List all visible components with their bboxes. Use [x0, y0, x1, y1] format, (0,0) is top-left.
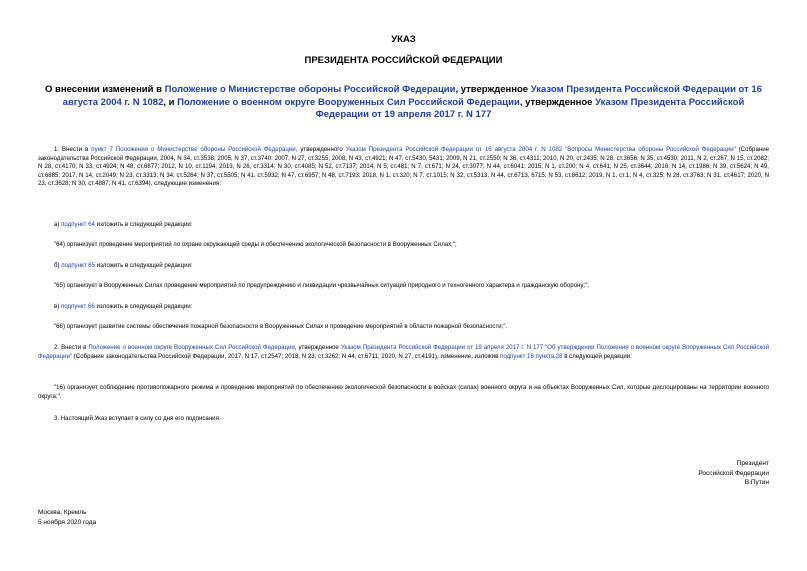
quote-66: "66) организует развитие системы обеспечения пожарной безопасности в Вооруженных Силах и проведение мероприятий в области пожарной безопасности;".	[54, 323, 508, 330]
quote-64: "64) организует проведение мероприятий по охране окружающей среды и обеспечению экологической безопасности в Вооруженных Силах;";	[54, 241, 457, 248]
title-link-decree-1082[interactable]: Указом Президента Российской Федерации от 16 августа 2004 г. N 1082	[62, 84, 762, 108]
link-subclause-64[interactable]: подпункт 64	[61, 221, 95, 228]
b-text: изложить в следующей редакции:	[95, 262, 193, 269]
v-text: в)	[54, 303, 61, 310]
p2-text: 2. Внести в	[54, 344, 89, 351]
title-link-mod-regulation[interactable]: Положение о Министерстве обороны Российской Федерации	[164, 84, 456, 95]
b-text: б)	[54, 262, 62, 269]
title-link-military-district-regulation[interactable]: Положение о военном округе Вооруженных Сил Российской Федерации	[177, 96, 520, 108]
signature-name: В.Путин	[744, 479, 769, 486]
signature-block	[698, 459, 769, 488]
p2-text: в следующей редакции:	[562, 352, 632, 360]
p2-link-subclause-16[interactable]: подпункт 16 пункта 28	[500, 352, 563, 360]
subparagraph-v	[38, 303, 769, 312]
p1-link-clause-7[interactable]: пункт 7 Положения о Министерстве обороны Российской Федерации	[91, 146, 296, 153]
subparagraph-b	[38, 262, 769, 271]
a-text: а)	[54, 221, 62, 228]
p1-text: 1. Внести в	[54, 146, 92, 153]
link-subclause-66[interactable]: подпункт 66	[60, 303, 95, 310]
paragraph-1	[38, 146, 769, 189]
quote-16: "16) организует соблюдение противопожарного режима и проведение мероприятий по обеспечению экологической безопасности в войсках (силах) военного округа и на объектах Вооруженных Сил, которые дислоцированы на территории военного округа;".	[38, 384, 769, 400]
p2-link-military-district-regulation[interactable]: Положение о военном округе Вооруженных Сил Российской Федерации	[88, 344, 295, 351]
v-text: изложить в следующей редакции:	[94, 303, 193, 310]
paragraph-3: 3. Настоящий Указ вступает в силу со дня его подписания.	[54, 415, 221, 422]
title-text: , утвержденное	[519, 96, 596, 108]
a-text: изложить в следующей редакции:	[94, 221, 193, 228]
title-link-decree-177[interactable]: Указом Президента Российской Федерации от 19 апреля 2017 г. N 177	[315, 96, 745, 120]
signature-title: Президент	[736, 460, 769, 467]
p1-link-decree-1082[interactable]: Указом Президента Российской Федерации от 16 августа 2004 г. N 1082 "Вопросы Министерства обороны Российской Федерации"	[345, 146, 736, 153]
link-subclause-65[interactable]: подпункт 65	[61, 262, 96, 269]
decree-heading: УКАЗ	[391, 34, 416, 45]
title-text: , и	[163, 96, 178, 108]
decree-title	[40, 84, 767, 122]
decree-issuer: ПРЕЗИДЕНТА РОССИЙСКОЙ ФЕДЕРАЦИИ	[304, 55, 503, 66]
p2-text: (Собрание законодательства Российской Федерации, 2017, N 17, ст.2547; 2018, N 23, ст.3262; N 44, ст.6711; 2020, N 27, ст.4191), изменение, изложив	[72, 352, 501, 360]
subparagraph-a	[38, 221, 769, 230]
p2-text: , утвержденное	[294, 344, 341, 351]
p2-link-decree-177[interactable]: Указом Президента Российской Федерации от 19 апреля 2017 г. N 177 "Об утверждении Положения о военном округе Вооруженных Сил Российской Федерации"	[38, 344, 769, 360]
signing-date: 5 ноября 2020 года	[38, 518, 97, 526]
title-text: , утвержденное	[455, 84, 531, 95]
place-date-block	[38, 508, 96, 527]
title-text: О внесении изменений в	[45, 84, 165, 95]
p1-text: , утвержденного	[295, 146, 346, 153]
signing-place: Москва, Кремль	[38, 509, 87, 516]
paragraph-2	[38, 344, 769, 361]
signature-country: Российской Федерации	[698, 469, 769, 477]
quote-65: "65) организует в Вооруженных Силах проведение мероприятий по предупреждению и ликвидации чрезвычайных ситуаций природного и техногенного характера и гражданскую оборону;";	[54, 282, 589, 289]
p1-text: (Собрание законодательства Российской Федерации, 2004, N 34, ст.3538; 2005, N 37, ст.3740; 2007, N 27, ст.3255; 2008, N 43, ст.4921; N 47, ст.5430, 5431; 2009, N 21, ст.2550; N 36, ст.4311; 2010, N 20, ст.2435; N 28, ст.3656; N 35, ст.4530; 2011, N 2, ст.267; N 15, ст.2082; N 28, ст.4170; N 33, ст.4924; N 48, ст.6877; 2012, N 10, ст.1194; 2013, N 26, ст.3314; N 30, ст.4085; N 52, ст.7137; 2014, N 5, ст.481; N 7, ст.671; N 24, ст.3077; N 44, ст.6041; 2015, N 1, ст.200; N 4, ст.641; N 25, ст.3644; 2016, N 14, ст.1986; N 39, ст.5624; N 49, ст.6885; 2017, N 14, ст.2049; N 23, ст.3313; N 34, ст.5264; N 37, ст.5505; N 41, ст.5932; N 47, ст.6957; N 48, ст.7193; 2018, N 1, ст.320; N 7, ст.1015; N 32, ст.5313; N 44, ст.6713, 6715; N 53, ст.8612; 2019, N 1, ст.1; N 4, ст.325; N 28, ст.3763; N 31, ст.4617; 2020, N 23, ст.3628; N 30, ст.4887; N 41, ст.6394), следующие изменения:	[38, 146, 769, 188]
